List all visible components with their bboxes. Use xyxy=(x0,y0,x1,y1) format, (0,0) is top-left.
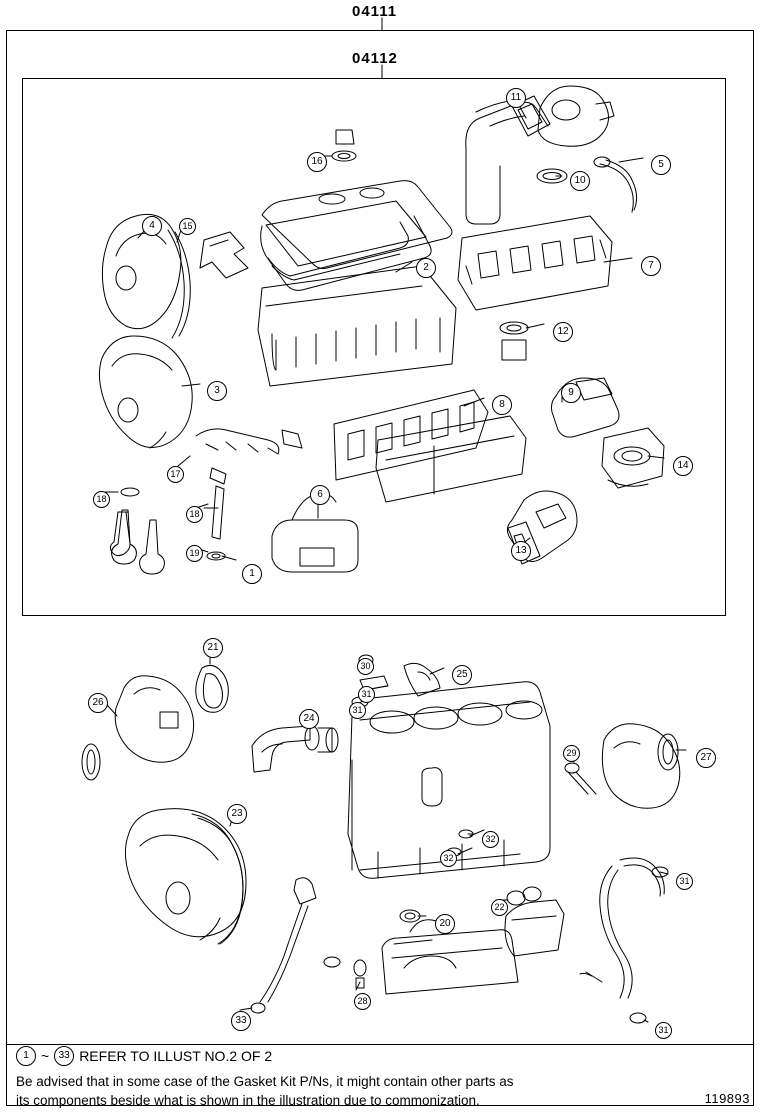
refer-from-callout: 1 xyxy=(16,1046,36,1066)
callout-10[interactable]: 10 xyxy=(570,171,590,191)
callout-25[interactable]: 25 xyxy=(452,665,472,685)
callout-2[interactable]: 2 xyxy=(416,258,436,278)
kit-number-04111: 04111 xyxy=(352,3,398,20)
callout-1[interactable]: 1 xyxy=(242,564,262,584)
callout-33[interactable]: 33 xyxy=(231,1011,251,1031)
refer-to-callout: 33 xyxy=(54,1046,74,1066)
drawing-number: 119893 xyxy=(704,1091,750,1106)
callout-11[interactable]: 11 xyxy=(506,88,526,108)
callout-9[interactable]: 9 xyxy=(561,383,581,403)
callout-17[interactable]: 17 xyxy=(167,466,184,483)
callout-27[interactable]: 27 xyxy=(696,748,716,768)
kit-number-04112: 04112 xyxy=(352,50,398,67)
callout-28[interactable]: 28 xyxy=(354,993,371,1010)
callout-32-a[interactable]: 32 xyxy=(482,831,499,848)
callout-31-b[interactable]: 31 xyxy=(349,702,366,719)
callout-8[interactable]: 8 xyxy=(492,395,512,415)
callout-31-a[interactable]: 31 xyxy=(358,686,375,703)
callout-14[interactable]: 14 xyxy=(673,456,693,476)
callout-5[interactable]: 5 xyxy=(651,155,671,175)
commonization-note-line1: Be advised that in some case of the Gasket Kit P/Ns, it might contain other parts as xyxy=(16,1074,514,1089)
callout-12[interactable]: 12 xyxy=(553,322,573,342)
callout-23[interactable]: 23 xyxy=(227,804,247,824)
callout-26[interactable]: 26 xyxy=(88,693,108,713)
refer-text: REFER TO ILLUST NO.2 OF 2 xyxy=(79,1048,273,1064)
callout-18-right[interactable]: 18 xyxy=(186,506,203,523)
callout-18-left[interactable]: 18 xyxy=(93,491,110,508)
callout-29[interactable]: 29 xyxy=(563,745,580,762)
callout-30[interactable]: 30 xyxy=(357,658,374,675)
callout-31-d[interactable]: 31 xyxy=(655,1022,672,1039)
callout-15[interactable]: 15 xyxy=(179,218,196,235)
callout-13[interactable]: 13 xyxy=(511,541,531,561)
refer-tilde: ~ xyxy=(41,1048,50,1064)
callout-16[interactable]: 16 xyxy=(307,152,327,172)
callout-22[interactable]: 22 xyxy=(491,899,508,916)
callout-7[interactable]: 7 xyxy=(641,256,661,276)
callout-21[interactable]: 21 xyxy=(203,638,223,658)
callout-32-b[interactable]: 32 xyxy=(440,850,457,867)
callout-4[interactable]: 4 xyxy=(142,216,162,236)
callout-19[interactable]: 19 xyxy=(186,545,203,562)
callout-31-c[interactable]: 31 xyxy=(676,873,693,890)
refer-legend xyxy=(16,1046,272,1066)
callout-24[interactable]: 24 xyxy=(299,709,319,729)
callout-3[interactable]: 3 xyxy=(207,381,227,401)
callout-20[interactable]: 20 xyxy=(435,914,455,934)
callout-6[interactable]: 6 xyxy=(310,485,330,505)
commonization-note-line2: its components beside what is shown in the illustration due to commonization. xyxy=(16,1093,480,1108)
